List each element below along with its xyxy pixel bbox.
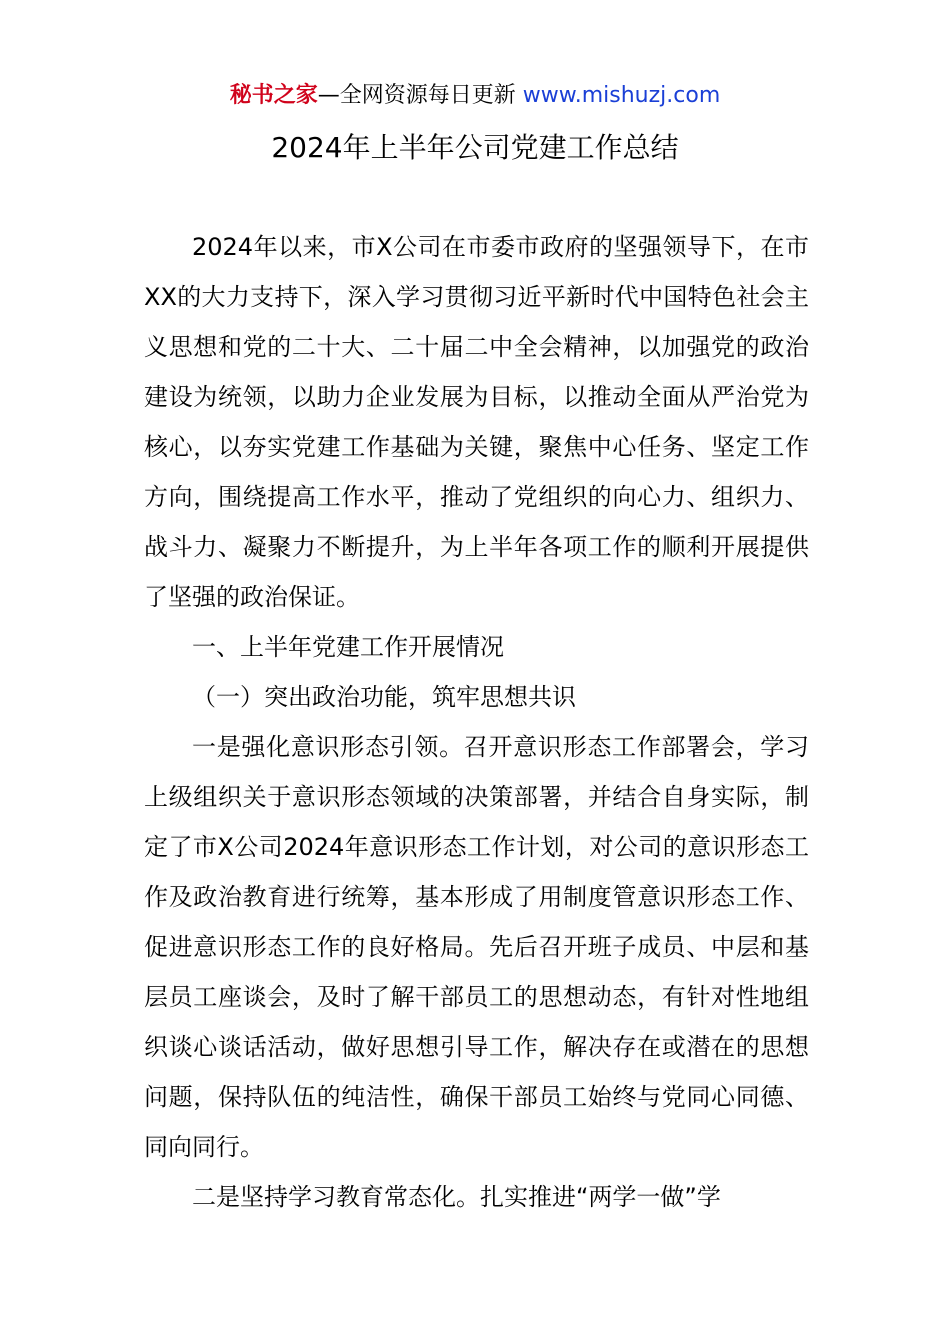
intro-paragraph: 2024年以来，市X公司在市委市政府的坚强领导下，在市XX的大力支持下，深入学习贯彻习近平新时代中国特色社会主义思想和党的二十大、二十届二中全会精神，以加强党的政治建设为统领，以助力企业发展为目标，以推动全面从严治党为核心，以夯实党建工作基础为关键，聚焦中心任务、坚定工作方向，围绕提高工作水平，推动了党组织的向心力、组织力、战斗力、凝聚力不断提升，为上半年各项工作的顺利开展提供了坚强的政治保证。 <box>144 233 809 611</box>
brand-name: 秘书之家 <box>229 83 318 108</box>
site-url[interactable]: www.mishuzj.com <box>522 83 721 108</box>
document-body <box>144 222 809 1222</box>
document-title: 2024年上半年公司党建工作总结 <box>271 131 679 164</box>
header-slogan: —全网资源每日更新 <box>317 83 523 108</box>
subsection-heading: （一）突出政治功能，筑牢思想共识 <box>192 683 576 711</box>
body-paragraph: 一是强化意识形态引领。召开意识形态工作部署会，学习上级组织关于意识形态领域的决策部署，并结合自身实际，制定了市X公司2024年意识形态工作计划，对公司的意识形态工作及政治教育进行统筹，基本形成了用制度管意识形态工作、促进意识形态工作的良好格局。先后召开班子成员、中层和基层员工座谈会，及时了解干部员工的思想动态，有针对性地组织谈心谈话活动，做好思想引导工作，解决存在或潜在的思想问题，保持队伍的纯洁性，确保干部员工始终与党同心同德、同向同行。 <box>144 733 809 1161</box>
site-header <box>0 78 950 114</box>
body-paragraph: 二是坚持学习教育常态化。扎实推进“两学一做”学 <box>192 1183 721 1211</box>
section-heading: 一、上半年党建工作开展情况 <box>192 633 504 661</box>
